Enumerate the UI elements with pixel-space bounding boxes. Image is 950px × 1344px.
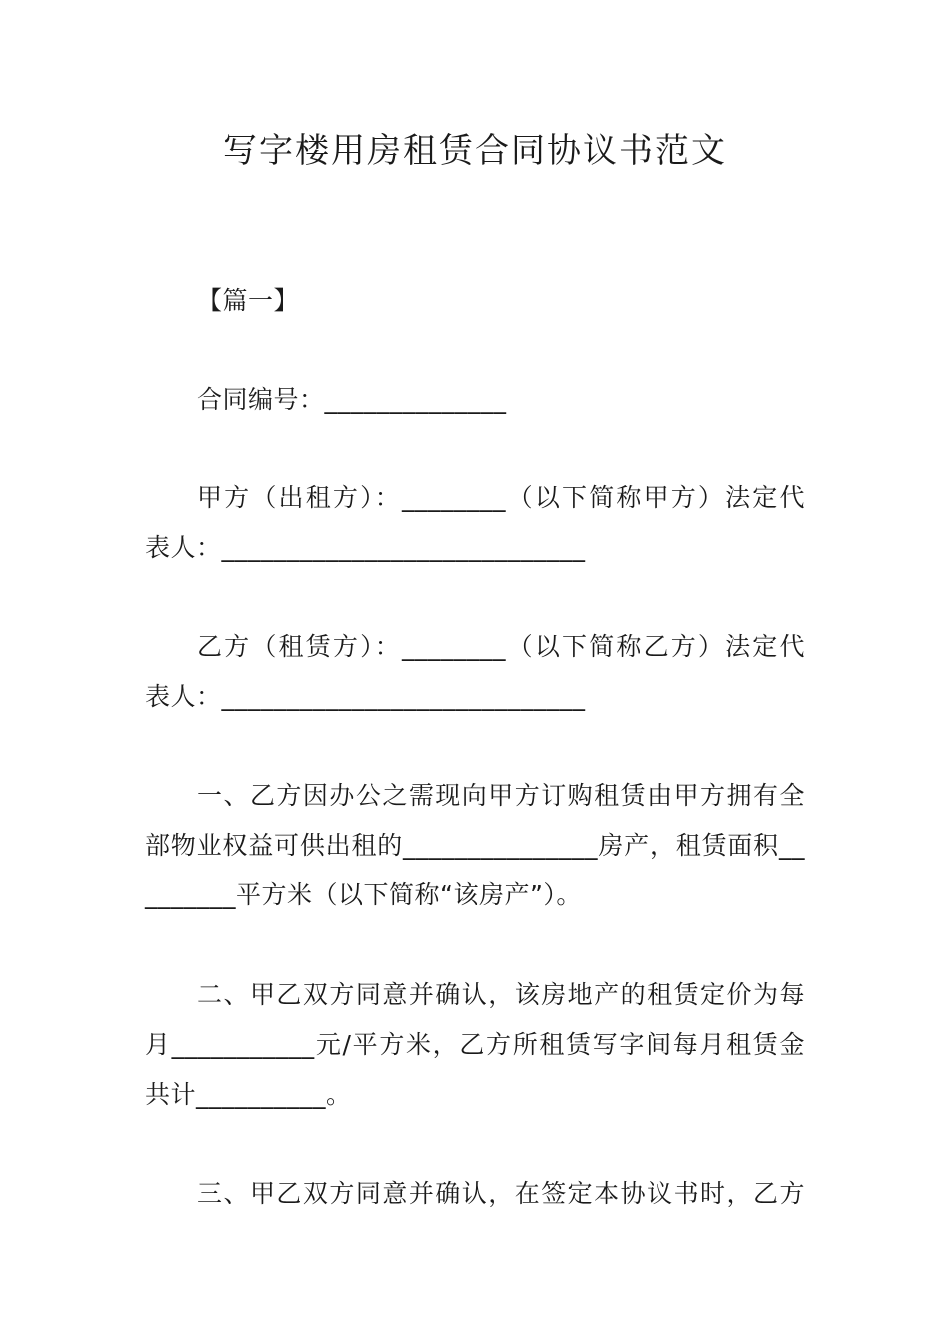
clause-1-line-1: 一、乙方因办公之需现向甲方订购租赁由甲方拥有全 — [197, 781, 805, 810]
party-a-representative-line: 表人：____________________________ — [145, 533, 586, 562]
clause-1-line-3: _______平方米（以下简称“该房产”）。 — [145, 880, 582, 909]
clause-2-line-2: 月___________元/平方米，乙方所租赁写字间每月租赁金 — [145, 1030, 805, 1059]
contract-number-line: 合同编号：______________ — [197, 385, 507, 414]
party-b-representative-line: 表人：____________________________ — [145, 682, 586, 711]
clause-2-line-3: 共计__________。 — [145, 1080, 352, 1109]
section-heading: 【篇一】 — [197, 286, 300, 315]
document-title: 写字楼用房租赁合同协议书范文 — [223, 131, 727, 171]
party-b-line: 乙方（租赁方）：________（以下简称乙方）法定代 — [197, 632, 805, 661]
party-a-line: 甲方（出租方）：________（以下简称甲方）法定代 — [197, 483, 805, 512]
clause-3-line-1: 三、甲乙双方同意并确认，在签定本协议书时，乙方 — [197, 1179, 805, 1208]
clause-2-line-1: 二、甲乙双方同意并确认，该房地产的租赁定价为每 — [197, 980, 805, 1009]
clause-1-line-2: 部物业权益可供出租的_______________房产，租赁面积__ — [145, 831, 805, 860]
